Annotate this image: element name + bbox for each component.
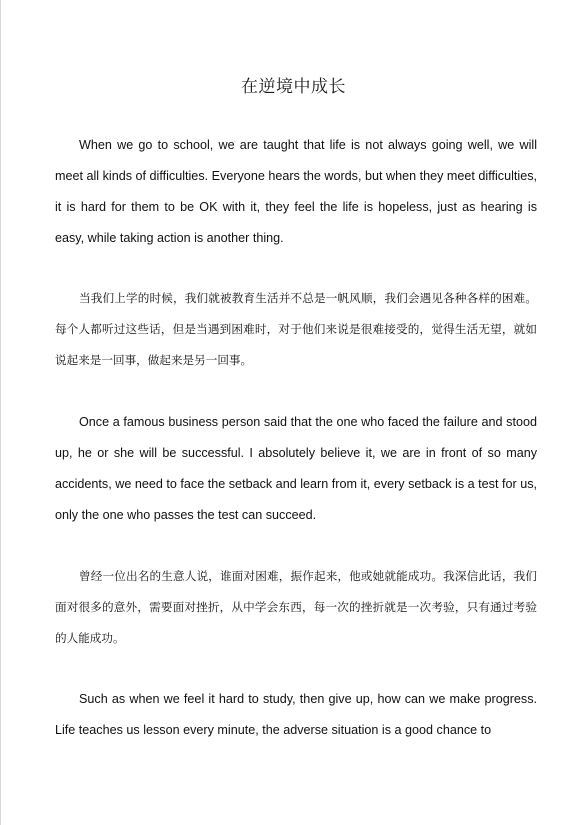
paragraph-2-chinese: 曾经一位出名的生意人说，谁面对困难，振作起来，他或她就能成功。我深信此话，我们面对很多的意外，需要面对挫折，从中学会东西，每一次的挫折就是一次考验，只有通过考验的人能成功。 [55, 569, 537, 645]
paragraph-1-chinese: 当我们上学的时候，我们就被教育生活并不总是一帆风顺，我们会遇见各种各样的困难。每个人都听过这些话，但是当遇到困难时，对于他们来说是很难接受的，觉得生活无望，就如说起来是一回事，做起来是另一回事。 [55, 291, 537, 367]
paragraph-3-english: Such as when we feel it hard to study, then give up, how can we make progress. Life teaches us lesson every minute, the adverse situation is a good chance to [55, 692, 537, 737]
document-title: 在逆境中成长 [241, 77, 346, 97]
paragraph-1-english: When we go to school, we are taught that life is not always going well, we will meet all kinds of difficulties. Everyone hears the words, but when they meet difficulties, it is hard for them to be OK with it, they feel the life is hopeless, just as hearing is easy, while taking action is another thing. [55, 138, 537, 245]
paragraph-2-english: Once a famous business person said that the one who faced the failure and stood up, he or she will be successful. I absolutely believe it, we are in front of so many accidents, we need to face the setback and learn from it, every setback is a test for us, only the one who passes the test can succeed. [55, 415, 537, 522]
